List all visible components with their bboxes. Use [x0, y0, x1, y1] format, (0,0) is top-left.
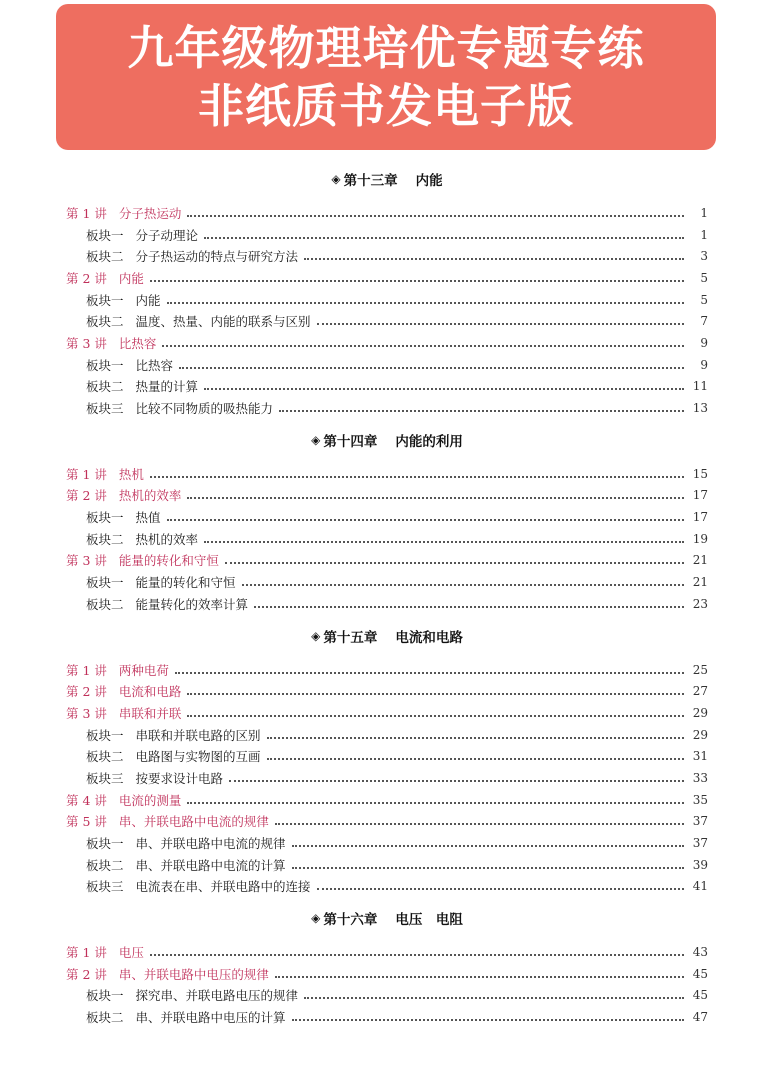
entry-label: 第 1 讲 — [66, 205, 107, 221]
toc-section-entry[interactable] — [66, 571, 708, 593]
entry-label: 板块二 — [86, 1010, 124, 1026]
dot-leader — [204, 388, 684, 390]
chapter-bullet-icon: ◈ — [311, 432, 321, 447]
toc-section-entry[interactable] — [66, 745, 708, 767]
entry-title: 串、并联电路中电流的规律 — [118, 814, 269, 830]
entry-label: 第 3 讲 — [66, 553, 107, 569]
toc-section-entry[interactable] — [66, 376, 708, 398]
chapter-heading[interactable] — [66, 621, 708, 651]
entry-label: 第 2 讲 — [66, 488, 107, 504]
entry-title: 热值 — [135, 510, 161, 526]
entry-title: 能量转化的效率计算 — [135, 596, 249, 612]
toc-section-entry[interactable] — [66, 224, 708, 246]
entry-title: 串、并联电路中电压的计算 — [135, 1010, 286, 1026]
entry-page-number: 15 — [692, 466, 708, 481]
dot-leader — [275, 823, 684, 825]
toc-section-entry[interactable] — [66, 832, 708, 854]
dot-leader — [292, 867, 684, 869]
chapter-title: 电压 电阻 — [395, 912, 463, 929]
entry-label: 板块三 — [86, 401, 124, 417]
dot-leader — [267, 737, 684, 739]
entry-title: 热机 — [118, 466, 144, 482]
entry-title: 比热容 — [135, 357, 174, 373]
dot-leader — [225, 562, 684, 564]
chapter-heading[interactable] — [66, 164, 708, 194]
chapter-section — [66, 621, 708, 898]
entry-label: 板块二 — [86, 249, 124, 265]
entry-title: 分子热运动 — [118, 205, 182, 221]
entry-title: 两种电荷 — [118, 662, 169, 678]
entry-page-number: 23 — [692, 596, 708, 611]
entry-label: 第 2 讲 — [66, 270, 107, 286]
dot-leader — [275, 976, 684, 978]
entry-title: 分子热运动的特点与研究方法 — [135, 249, 299, 265]
entry-label: 第 1 讲 — [66, 945, 107, 961]
toc-lecture-entry[interactable] — [66, 202, 708, 224]
entry-label: 第 3 讲 — [66, 335, 107, 351]
chapter-number: 第十四章 — [323, 433, 378, 450]
entry-page-number: 39 — [692, 857, 708, 872]
entry-label: 第 2 讲 — [66, 684, 107, 700]
entry-page-number: 9 — [700, 335, 708, 350]
entry-label: 板块二 — [86, 379, 124, 395]
entry-label: 板块一 — [86, 227, 124, 243]
dot-leader — [167, 302, 684, 304]
entry-page-number: 5 — [700, 292, 708, 307]
entry-page-number: 9 — [700, 357, 708, 372]
chapter-bullet-icon: ◈ — [311, 911, 321, 926]
toc-section-entry[interactable] — [66, 397, 708, 419]
entry-page-number: 25 — [692, 662, 708, 677]
entry-label: 第 1 讲 — [66, 662, 107, 678]
dot-leader — [229, 780, 684, 782]
toc-lecture-entry[interactable] — [66, 941, 708, 963]
entry-title: 能量的转化和守恒 — [118, 553, 219, 569]
dot-leader — [304, 258, 684, 260]
entry-page-number: 37 — [692, 836, 708, 851]
entry-page-number: 1 — [700, 205, 708, 220]
entry-label: 板块二 — [86, 749, 124, 765]
toc-section-entry[interactable] — [66, 289, 708, 311]
toc-section-entry[interactable] — [66, 506, 708, 528]
toc-lecture-entry[interactable] — [66, 267, 708, 289]
chapter-section — [66, 903, 708, 1028]
chapter-title: 电流和电路 — [395, 629, 463, 646]
dot-leader — [150, 280, 684, 282]
entry-label: 板块一 — [86, 510, 124, 526]
chapter-section — [66, 425, 708, 615]
dot-leader — [267, 758, 684, 760]
chapter-heading[interactable] — [66, 425, 708, 455]
entry-title: 串、并联电路中电压的规律 — [118, 966, 269, 982]
dot-leader — [187, 802, 684, 804]
chapter-section — [66, 164, 708, 419]
entry-title: 比热容 — [118, 335, 157, 351]
dot-leader — [242, 584, 684, 586]
entry-title: 电流和电路 — [118, 684, 182, 700]
entry-title: 串、并联电路中电流的计算 — [135, 857, 286, 873]
dot-leader — [187, 215, 684, 217]
entry-title: 比较不同物质的吸热能力 — [135, 401, 274, 417]
entry-label: 第 3 讲 — [66, 705, 107, 721]
entry-page-number: 29 — [692, 705, 708, 720]
entry-page-number: 21 — [692, 553, 708, 568]
dot-leader — [187, 693, 684, 695]
toc-section-entry[interactable] — [66, 310, 708, 332]
chapter-number: 第十三章 — [343, 173, 398, 189]
entry-title: 热量的计算 — [135, 379, 199, 395]
toc-lecture-entry[interactable] — [66, 963, 708, 985]
banner-title-line-2: 非纸质书发电子版 — [198, 79, 574, 133]
chapter-title: 内能 — [415, 173, 443, 189]
entry-page-number: 17 — [692, 488, 708, 503]
toc-lecture-entry[interactable] — [66, 463, 708, 485]
entry-label: 板块一 — [86, 292, 124, 308]
entry-page-number: 27 — [692, 684, 708, 699]
entry-label: 板块二 — [86, 314, 124, 330]
entry-label: 板块一 — [86, 575, 124, 591]
toc-lecture-entry[interactable] — [66, 811, 708, 833]
chapter-number: 第十六章 — [323, 912, 378, 929]
entry-page-number: 1 — [700, 227, 708, 242]
entry-title: 温度、热量、内能的联系与区别 — [135, 314, 311, 330]
entry-label: 板块三 — [86, 879, 124, 895]
dot-leader — [175, 672, 684, 674]
chapter-number: 第十五章 — [323, 629, 378, 646]
chapter-bullet-icon: ◈ — [311, 628, 321, 643]
dot-leader — [162, 345, 684, 347]
entry-title: 内能 — [118, 270, 144, 286]
entry-page-number: 35 — [692, 792, 708, 807]
entry-page-number: 43 — [692, 945, 708, 960]
toc-lecture-entry[interactable] — [66, 485, 708, 507]
entry-title: 串联和并联 — [118, 705, 182, 721]
entry-label: 第 5 讲 — [66, 814, 107, 830]
entry-page-number: 3 — [700, 249, 708, 264]
dot-leader — [150, 476, 684, 478]
entry-page-number: 37 — [692, 814, 708, 829]
entry-title: 电流的测量 — [118, 792, 182, 808]
entry-title: 电流表在串、并联电路中的连接 — [135, 879, 311, 895]
entry-title: 能量的转化和守恒 — [135, 575, 236, 591]
entry-page-number: 5 — [700, 270, 708, 285]
entry-label: 板块一 — [86, 727, 124, 743]
banner-title-line-1: 九年级物理培优专题专练 — [127, 21, 645, 75]
entry-page-number: 17 — [692, 510, 708, 525]
chapter-heading[interactable] — [66, 903, 708, 933]
toc-lecture-entry[interactable] — [66, 680, 708, 702]
dot-leader — [317, 323, 684, 325]
entry-label: 板块二 — [86, 596, 124, 612]
dot-leader — [179, 367, 684, 369]
toc-section-entry[interactable] — [66, 876, 708, 898]
toc-section-entry[interactable] — [66, 985, 708, 1007]
entry-title: 探究串、并联电路电压的规律 — [135, 988, 299, 1004]
dot-leader — [167, 519, 684, 521]
dot-leader — [204, 541, 684, 543]
dot-leader — [304, 997, 684, 999]
entry-title: 按要求设计电路 — [135, 770, 224, 786]
entry-label: 板块二 — [86, 531, 124, 547]
entry-page-number: 45 — [692, 966, 708, 981]
entry-page-number: 29 — [692, 727, 708, 742]
toc-lecture-entry[interactable] — [66, 789, 708, 811]
entry-label: 第 2 讲 — [66, 966, 107, 982]
dot-leader — [292, 845, 684, 847]
dot-leader — [150, 954, 684, 956]
entry-page-number: 13 — [692, 401, 708, 416]
entry-title: 电压 — [118, 945, 144, 961]
entry-title: 串、并联电路中电流的规律 — [135, 836, 286, 852]
chapter-title: 内能的利用 — [395, 433, 463, 450]
entry-page-number: 21 — [692, 575, 708, 590]
entry-title: 分子动理论 — [135, 227, 199, 243]
chapter-bullet-icon: ◈ — [331, 172, 341, 186]
toc-section-entry[interactable] — [66, 528, 708, 550]
dot-leader — [254, 606, 684, 608]
entry-title: 电路图与实物图的互画 — [135, 749, 261, 765]
toc-section-entry[interactable] — [66, 593, 708, 615]
entry-title: 热机的效率 — [118, 488, 182, 504]
entry-title: 串联和并联电路的区别 — [135, 727, 261, 743]
entry-page-number: 33 — [692, 770, 708, 785]
dot-leader — [317, 888, 684, 890]
entry-label: 第 4 讲 — [66, 792, 107, 808]
dot-leader — [204, 237, 684, 239]
entry-label: 板块一 — [86, 988, 124, 1004]
toc-section-entry[interactable] — [66, 724, 708, 746]
entry-label: 板块一 — [86, 357, 124, 373]
entry-label: 板块三 — [86, 770, 124, 786]
entry-page-number: 7 — [700, 314, 708, 329]
toc-lecture-entry[interactable] — [66, 659, 708, 681]
toc-section-entry[interactable] — [66, 767, 708, 789]
title-banner — [56, 4, 716, 150]
entry-page-number: 45 — [692, 988, 708, 1003]
dot-leader — [279, 410, 684, 412]
entry-label: 第 1 讲 — [66, 466, 107, 482]
toc-lecture-entry[interactable] — [66, 550, 708, 572]
dot-leader — [292, 1019, 684, 1021]
toc-lecture-entry[interactable] — [66, 332, 708, 354]
entry-page-number: 31 — [692, 749, 708, 764]
dot-leader — [187, 497, 684, 499]
toc-section-entry[interactable] — [66, 1006, 708, 1028]
entry-label: 板块二 — [86, 857, 124, 873]
toc-section-entry[interactable] — [66, 854, 708, 876]
toc-section-entry[interactable] — [66, 245, 708, 267]
entry-page-number: 41 — [692, 879, 708, 894]
dot-leader — [187, 715, 684, 717]
table-of-contents — [66, 164, 708, 1034]
entry-title: 热机的效率 — [135, 531, 199, 547]
entry-page-number: 47 — [692, 1010, 708, 1025]
entry-label: 板块一 — [86, 836, 124, 852]
entry-page-number: 19 — [692, 531, 708, 546]
entry-page-number: 11 — [692, 379, 708, 394]
entry-title: 内能 — [135, 292, 161, 308]
toc-section-entry[interactable] — [66, 354, 708, 376]
toc-lecture-entry[interactable] — [66, 702, 708, 724]
